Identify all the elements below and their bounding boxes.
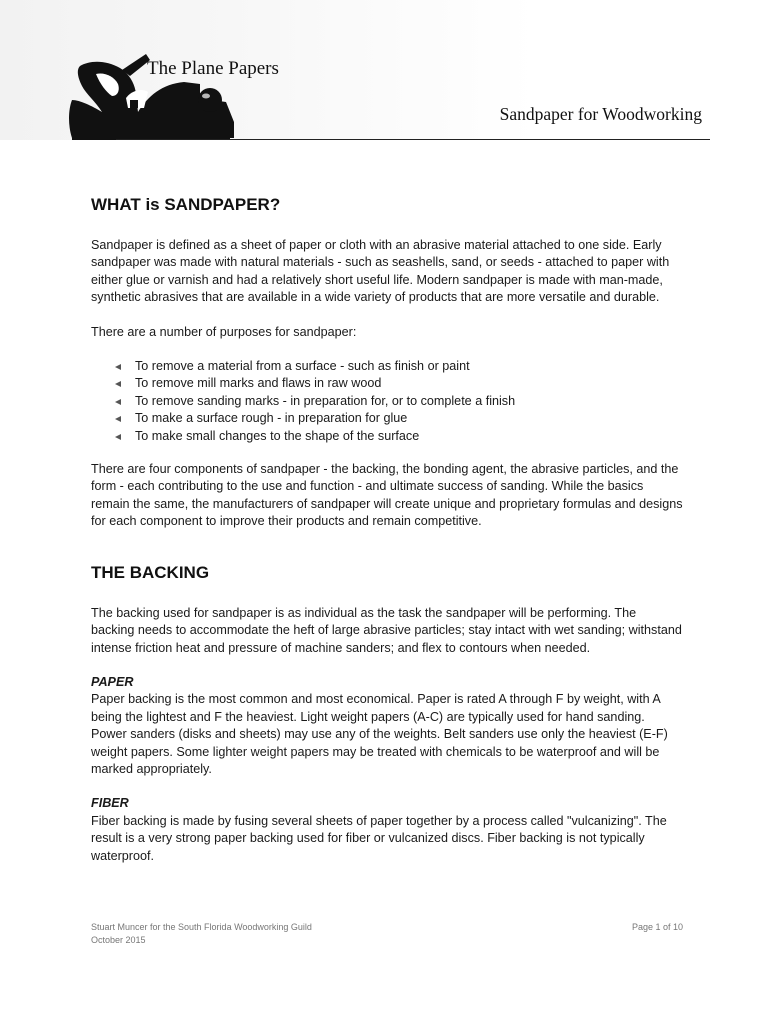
list-item-text: To make a surface rough - in preparation for glue <box>135 411 408 426</box>
list-item <box>115 393 683 410</box>
paragraph: There are a number of purposes for sandpaper: <box>91 324 357 339</box>
footer-date: October 2015 <box>91 935 146 945</box>
list-item-text: To remove mill marks and flaws in raw wood <box>135 376 382 391</box>
bullet-arrow-icon <box>115 399 121 405</box>
subheading-paper: PAPER <box>91 674 134 689</box>
purpose-list <box>91 358 683 445</box>
section-heading-what: WHAT is SANDPAPER? <box>91 195 281 214</box>
list-item <box>115 375 683 392</box>
bullet-arrow-icon <box>115 381 121 387</box>
header-divider <box>116 139 710 140</box>
page-footer <box>91 921 683 947</box>
paragraph: Sandpaper is defined as a sheet of paper or cloth with an abrasive material attached to one side. Early sandpaper was made with natural materials - such as seashells, sand, or seeds - attached to paper with either glue or varnish and had a relatively short useful life. Modern sandpaper is made with man-made, synthetic abrasives that are available in a wide variety of products that are more versatile and durable. <box>91 238 670 305</box>
document-title: Sandpaper for Woodworking <box>499 104 702 124</box>
brand-name: The Plane Papers <box>147 58 279 79</box>
subheading-fiber: FIBER <box>91 796 129 811</box>
paragraph: Fiber backing is made by fusing several sheets of paper together by a process called "vulcanizing". The result is a very strong paper backing used for fiber or vulcanized discs. Fiber backing is not typically waterproof. <box>91 813 667 863</box>
list-item-text: To remove a material from a surface - such as finish or paint <box>135 359 470 374</box>
list-item <box>115 428 683 445</box>
list-item-text: To make small changes to the shape of the surface <box>135 428 420 443</box>
bullet-arrow-icon <box>115 364 121 370</box>
bullet-arrow-icon <box>115 434 121 440</box>
paragraph: Paper backing is the most common and most economical. Paper is rated A through F by weight, with A being the lightest and F the heaviest. Light weight papers (A-C) are typically used for hand sanding. Power sanders (disks and sheets) may use any of the weights. Belt sanders use only the heaviest (E-F) weight papers. Some lighter weight papers may be treated with chemicals to be waterproof and will be marked appropriately. <box>91 692 668 776</box>
paragraph: The backing used for sandpaper is as individual as the task the sandpaper will be performing. The backing needs to accommodate the heft of large abrasive particles; stay intact with wet sanding; withstand intense friction heat and pressure of machine sanders; and flex to contours when needed. <box>91 605 682 655</box>
list-item <box>115 410 683 427</box>
page-number: Page 1 of 10 <box>631 922 683 932</box>
list-item-text: To remove sanding marks - in preparation for, or to complete a finish <box>135 393 516 408</box>
bullet-arrow-icon <box>115 416 121 422</box>
section-heading-backing: THE BACKING <box>91 562 210 582</box>
paragraph: There are four components of sandpaper - the backing, the bonding agent, the abrasive particles, and the form - each contributing to the use and function - and ultimate success of sanding. While the basics remain the same, the manufacturers of sandpaper will create unique and proprietary formulas and designs for each component to improve their products and remain competitive. <box>91 462 683 529</box>
main-content <box>91 194 683 882</box>
footer-author: Stuart Muncer for the South Florida Woodworking Guild <box>91 922 312 932</box>
list-item <box>115 358 683 375</box>
